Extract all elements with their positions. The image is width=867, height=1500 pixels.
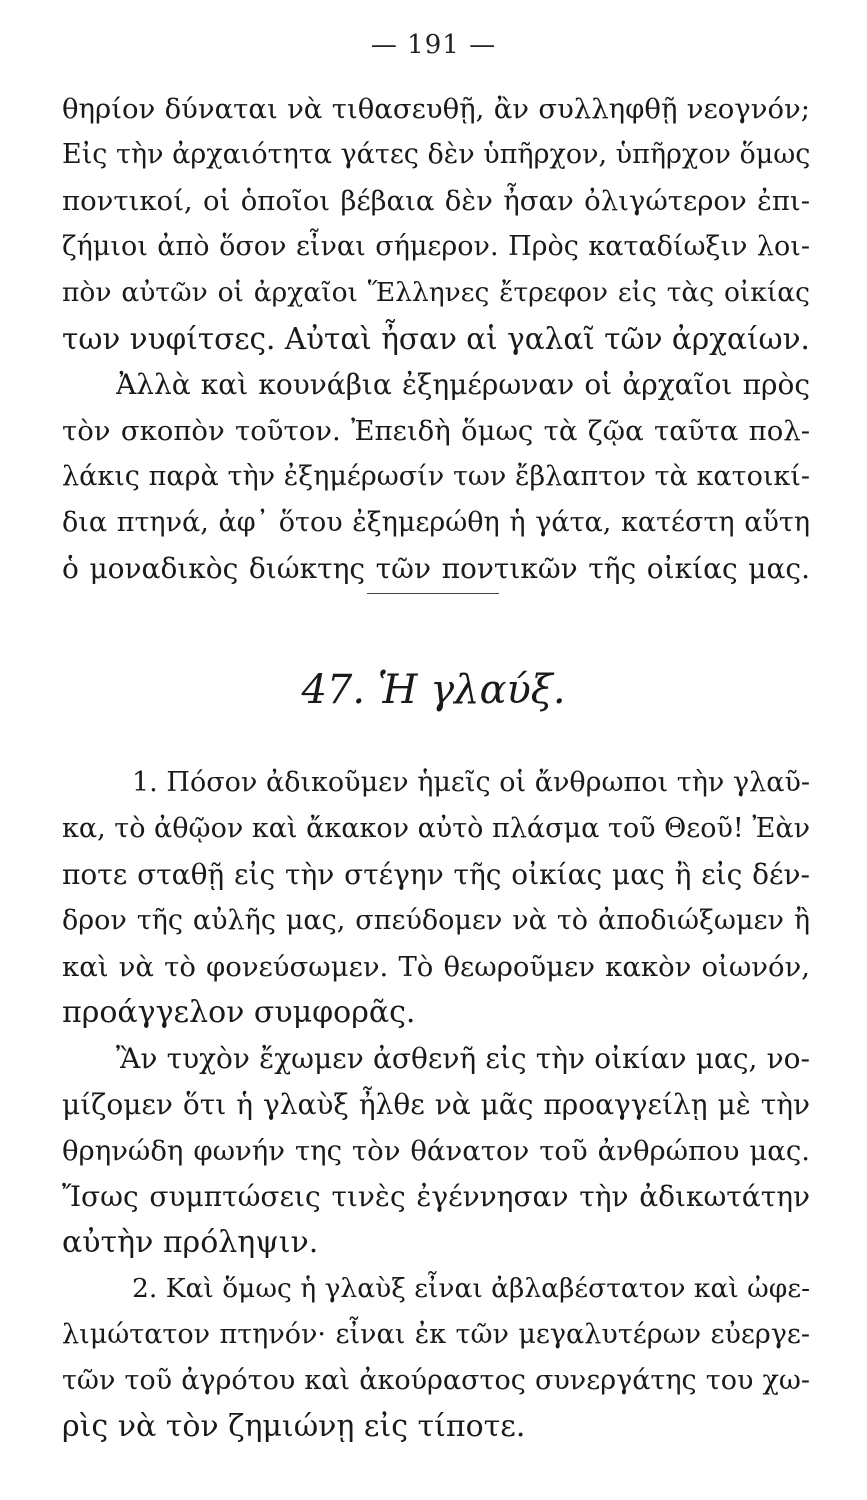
section-divider bbox=[367, 593, 499, 594]
text-line: προάγγελον συμφορᾶς. bbox=[62, 995, 416, 1030]
text-line: δια πτηνά, ἀφ᾽ ὅτου ἐξημερώθη ἡ γάτα, κατέστη αὕτη bbox=[62, 507, 810, 538]
text-line: κα, τὸ ἀθῷον καὶ ἄκακον αὐτὸ πλάσμα τοῦ Θεοῦ! Ἐὰν bbox=[62, 813, 810, 844]
text-line: Ἀλλὰ καὶ κουνάβια ἐξημέρωναν οἱ ἀρχαῖοι πρὸς bbox=[116, 368, 810, 401]
text-line: Ἂν τυχὸν ἔχωμεν ἀσθενῆ εἰς τὴν οἰκίαν μας, νο- bbox=[116, 1042, 810, 1075]
text-line: τῶν τοῦ ἀγρότου καὶ ἀκούραστος συνεργάτης του χω- bbox=[62, 1365, 810, 1396]
text-line: ζήμιοι ἀπὸ ὅσον εἶναι σήμερον. Πρὸς καταδίωξιν λοι- bbox=[62, 231, 810, 262]
text-line: αὐτὴν πρόληψιν. bbox=[62, 1225, 319, 1260]
text-line: λάκις παρὰ τὴν ἐξημέρωσίν των ἔβλαπτον τὰ κατοικί- bbox=[62, 461, 810, 492]
text-line: 2. Καὶ ὅμως ἡ γλαὺξ εἶναι ἀβλαβέστατον καὶ ὠφε- bbox=[132, 1273, 810, 1304]
text-line: ποντικοί, οἱ ὁποῖοι βέβαια δὲν ἦσαν ὀλιγώτερον ἐπι- bbox=[62, 185, 810, 217]
text-line: πὸν αὐτῶν οἱ ἀρχαῖοι Ἕλληνες ἔτρεφον εἰς τὰς οἰκίας bbox=[62, 277, 810, 308]
chapter-title: 47. Ἡ γλαύξ. bbox=[301, 667, 566, 713]
text-line: 1. Πόσον ἀδικοῦμεν ἡμεῖς οἱ ἄνθρωποι τὴν γλαῦ- bbox=[132, 767, 810, 798]
text-line: θρηνώδη φωνήν της τὸν θάνατον τοῦ ἀνθρώπου μας. bbox=[62, 1135, 810, 1167]
text-line: ποτε σταθῇ εἰς τὴν στέγην τῆς οἰκίας μας ἢ εἰς δέν- bbox=[62, 858, 810, 891]
text-line: θηρίον δύναται νὰ τιθασευθῇ, ἂν συλληφθῇ νεογνόν; bbox=[62, 93, 810, 125]
text-line: καὶ νὰ τὸ φονεύσωμεν. Τὸ θεωροῦμεν κακὸν οἰωνόν, bbox=[62, 951, 810, 983]
text-line: τὸν σκοπὸν τοῦτον. Ἐπειδὴ ὅμως τὰ ζῷα ταῦτα πολ- bbox=[62, 415, 810, 447]
text-line: ὁ μοναδικὸς διώκτης τῶν ποντικῶν τῆς οἰκίας μας. bbox=[62, 552, 810, 585]
text-line: ρὶς νὰ τὸν ζημιώνῃ εἰς τίποτε. bbox=[62, 1409, 526, 1444]
text-line: λιμώτατον πτηνόν· εἶναι ἐκ τῶν μεγαλυτέρων εὐεργε- bbox=[62, 1319, 810, 1350]
text-line: των νυφίτσες. Αὐταὶ ἦσαν αἱ γαλαῖ τῶν ἀρχαίων. bbox=[62, 322, 810, 356]
page-number: — 191 — bbox=[370, 30, 497, 60]
text-line: μίζομεν ὅτι ἡ γλαὺξ ἦλθε νὰ μᾶς προαγγείλῃ μὲ τὴν bbox=[62, 1088, 810, 1121]
text-line: Εἰς τὴν ἀρχαιότητα γάτες δὲν ὑπῆρχον, ὑπῆρχον ὅμως bbox=[62, 139, 810, 170]
text-line: Ἴσως συμπτώσεις τινὲς ἐγέννησαν τὴν ἀδικωτάτην bbox=[62, 1180, 810, 1213]
text-line: δρον τῆς αὐλῆς μας, σπεύδομεν νὰ τὸ ἀποδιώξωμεν ἢ bbox=[62, 905, 810, 936]
